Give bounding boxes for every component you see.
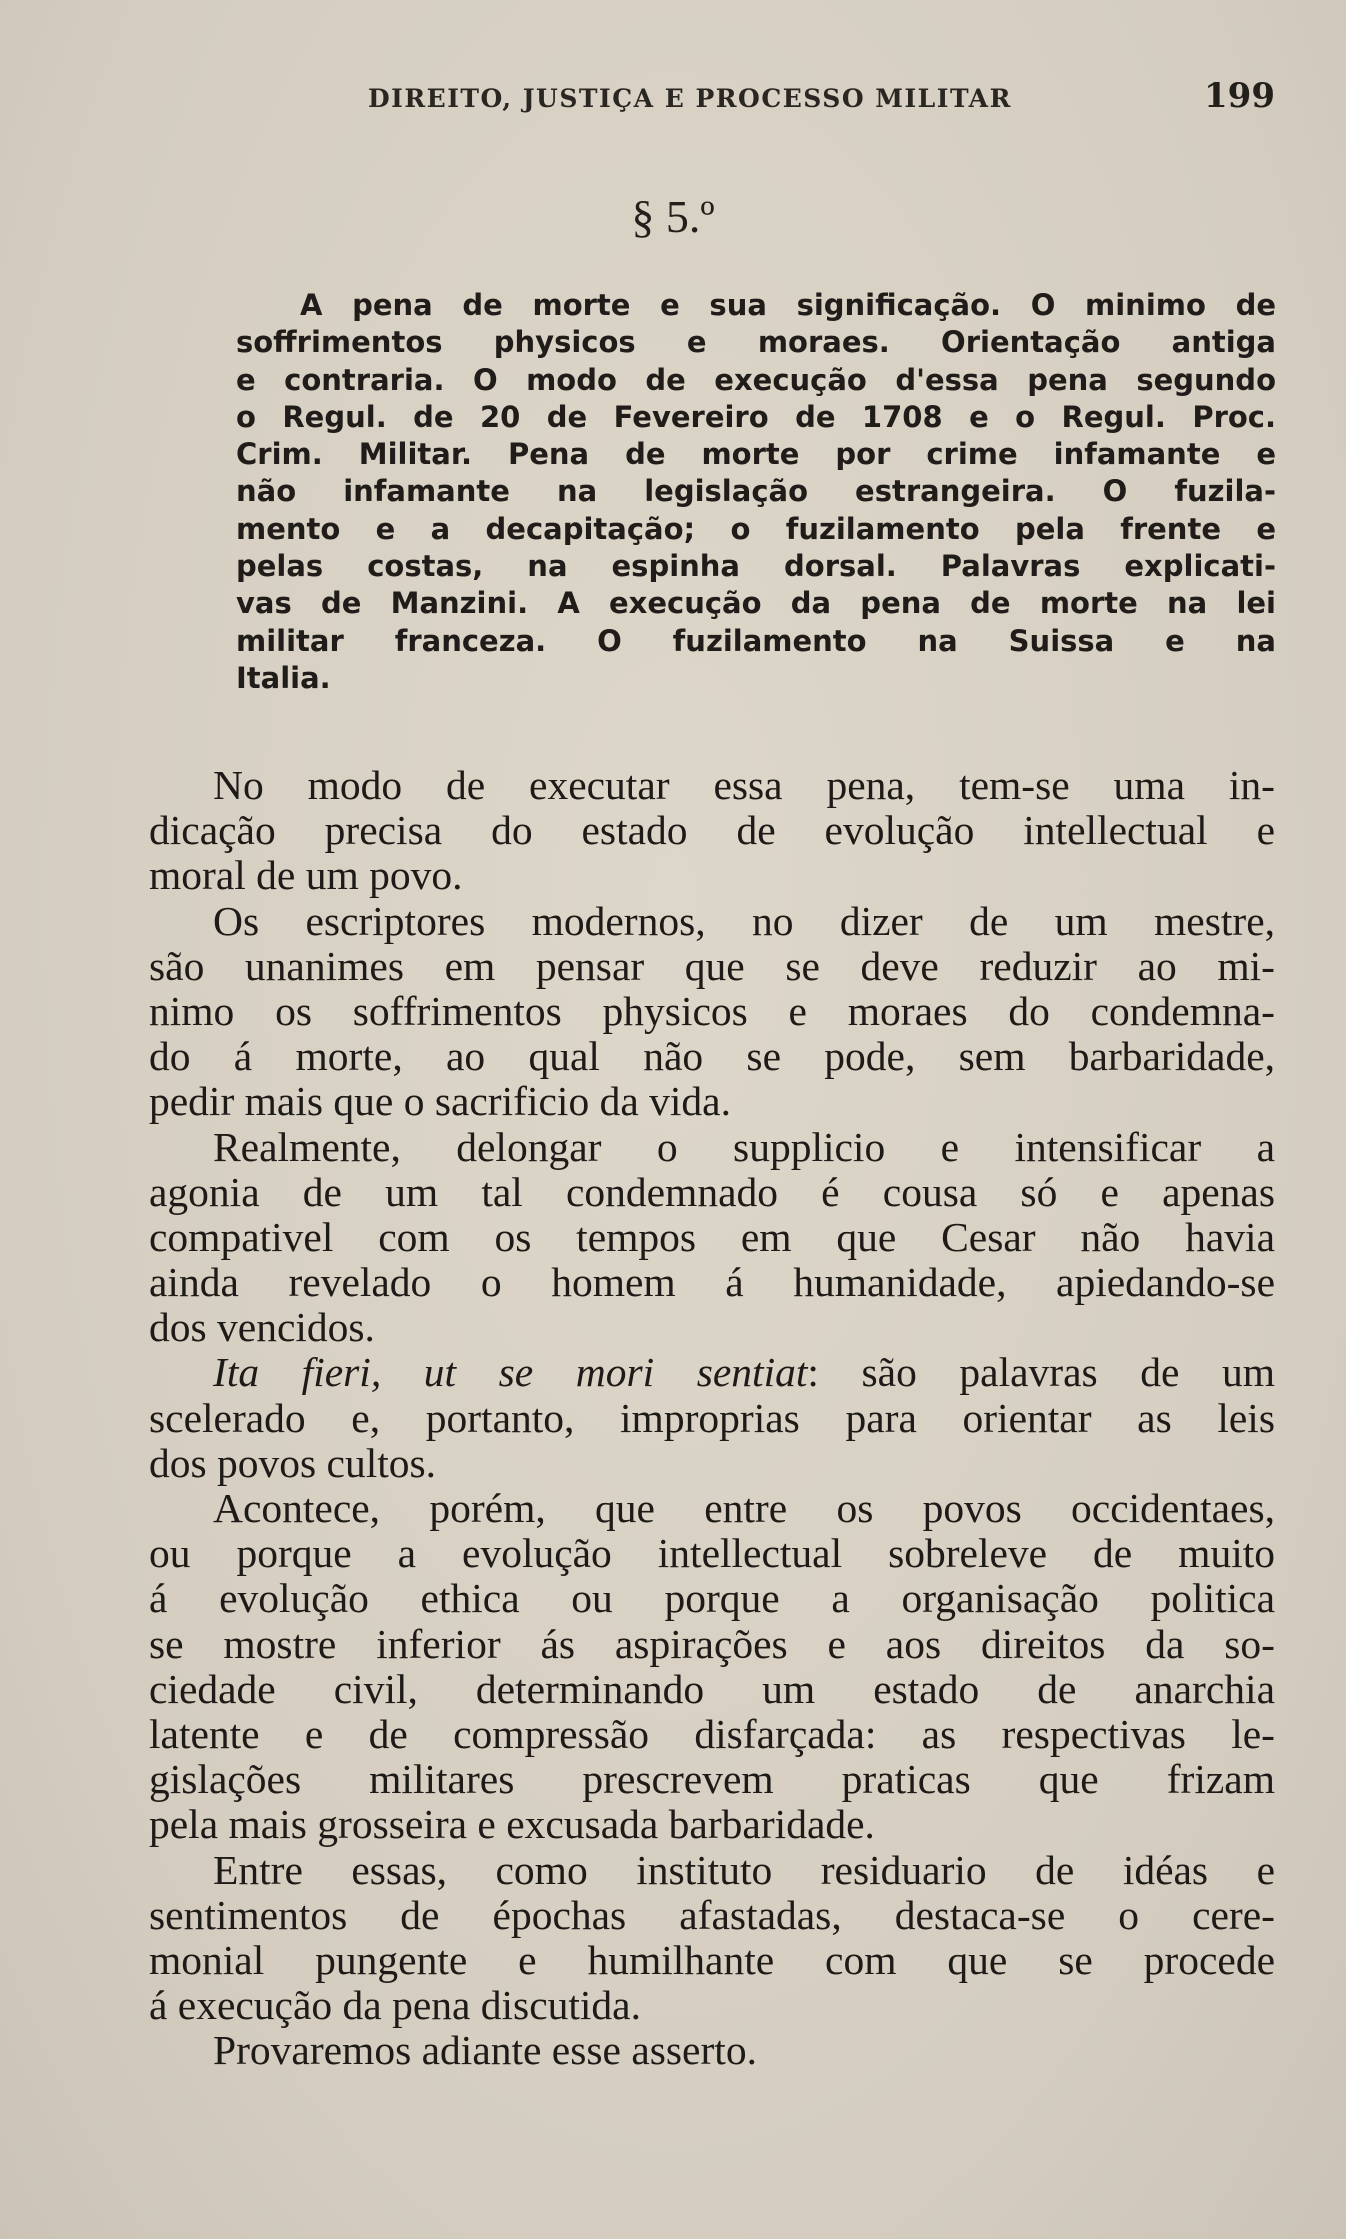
section-heading: § 5.º	[631, 191, 715, 242]
summary-line: A pena de morte e sua significação. O minimo de	[300, 288, 1276, 322]
summary-line: não infamante na legislação estrangeira. O fuzila-	[236, 474, 1276, 509]
paragraph-line: latente e de compressão disfarçada: as respectivas le-	[149, 1710, 1275, 1757]
paragraph-line: ainda revelado o homem á humanidade, apiedando-se	[149, 1259, 1275, 1306]
paragraph-line: á execução da pena discutida.	[149, 1982, 641, 2029]
summary-line: mento e a decapitação; o fuzilamento pela frente e	[236, 511, 1276, 546]
paragraph-line: moral de um povo.	[149, 852, 463, 899]
page-number: 199	[1204, 76, 1275, 116]
paragraph-line: são unanimes em pensar que se deve reduzir ao mi-	[149, 942, 1275, 989]
summary-line: pelas costas, na espinha dorsal. Palavras explicati-	[236, 549, 1276, 584]
section-summary	[236, 287, 1276, 697]
summary-line: Italia.	[236, 660, 331, 695]
quotation-continuation: : são palavras de um	[807, 1349, 1275, 1396]
paragraph-line: scelerado e, portanto, improprias para orientar as leis	[149, 1394, 1275, 1441]
body-text	[149, 763, 1275, 2073]
paragraph-line: ou porque a evolução intellectual sobreleve de muito	[149, 1530, 1275, 1577]
latin-quotation: Ita fieri, ut se mori sentiat	[213, 1349, 808, 1396]
paragraph-line: ciedade civil, determinando um estado de anarchia	[149, 1665, 1275, 1712]
paragraph-line: á evolução ethica ou porque a organisação politica	[149, 1575, 1275, 1622]
summary-line: o Regul. de 20 de Fevereiro de 1708 e o Regul. Proc.	[236, 399, 1276, 434]
paragraph-line: nimo os soffrimentos physicos e moraes do condemna-	[149, 987, 1275, 1034]
paragraph-line: Provaremos adiante esse asserto.	[213, 2027, 757, 2074]
paragraph-line: No modo de executar essa pena, tem-se uma in-	[213, 762, 1275, 808]
summary-line: e contraria. O modo de execução d'essa pena segundo	[236, 362, 1276, 397]
paragraph-line: dos vencidos.	[149, 1304, 375, 1351]
paragraph-line: Acontece, porém, que entre os povos occidentaes,	[213, 1485, 1275, 1531]
paragraph-line: Os escriptores modernos, no dizer de um mestre,	[213, 897, 1275, 944]
summary-line: soffrimentos physicos e moraes. Orientação antiga	[236, 325, 1276, 360]
paragraph-line: dos povos cultos.	[149, 1439, 437, 1486]
paragraph-line: dicação precisa do estado de evolução intellectual e	[149, 807, 1275, 854]
page-header	[150, 76, 1275, 136]
paragraph-line: Realmente, delongar o supplicio e intensificar a	[213, 1123, 1275, 1170]
paragraph-line: pela mais grosseira e excusada barbaridade.	[149, 1801, 875, 1848]
running-head: DIREITO, JUSTIÇA E PROCESSO MILITAR	[368, 84, 1012, 113]
paragraph-line: do á morte, ao qual não se pode, sem barbaridade,	[149, 1033, 1275, 1080]
paragraph-line: Entre essas, como instituto residuario de idéas e	[213, 1846, 1275, 1893]
paragraph-line: gislações militares prescrevem praticas que frizam	[149, 1756, 1275, 1803]
summary-line: vas de Manzini. A execução da pena de morte na lei	[236, 586, 1276, 621]
paragraph-line: pedir mais que o sacrificio da vida.	[149, 1078, 731, 1125]
paragraph-line: se mostre inferior ás aspirações e aos direitos da so-	[149, 1620, 1275, 1667]
paragraph-line: sentimentos de épochas afastadas, destaca-se o cere-	[149, 1891, 1275, 1938]
paragraph-line-quote	[149, 1350, 1275, 1395]
paragraph-line: compativel com os tempos em que Cesar não havia	[149, 1213, 1275, 1260]
paragraph-line: monial pungente e humilhante com que se procede	[149, 1936, 1275, 1983]
summary-line: militar franceza. O fuzilamento na Suissa e na	[236, 623, 1276, 658]
summary-line: Crim. Militar. Pena de morte por crime infamante e	[236, 437, 1276, 472]
paragraph-line: agonia de um tal condemnado é cousa só e apenas	[149, 1168, 1275, 1215]
